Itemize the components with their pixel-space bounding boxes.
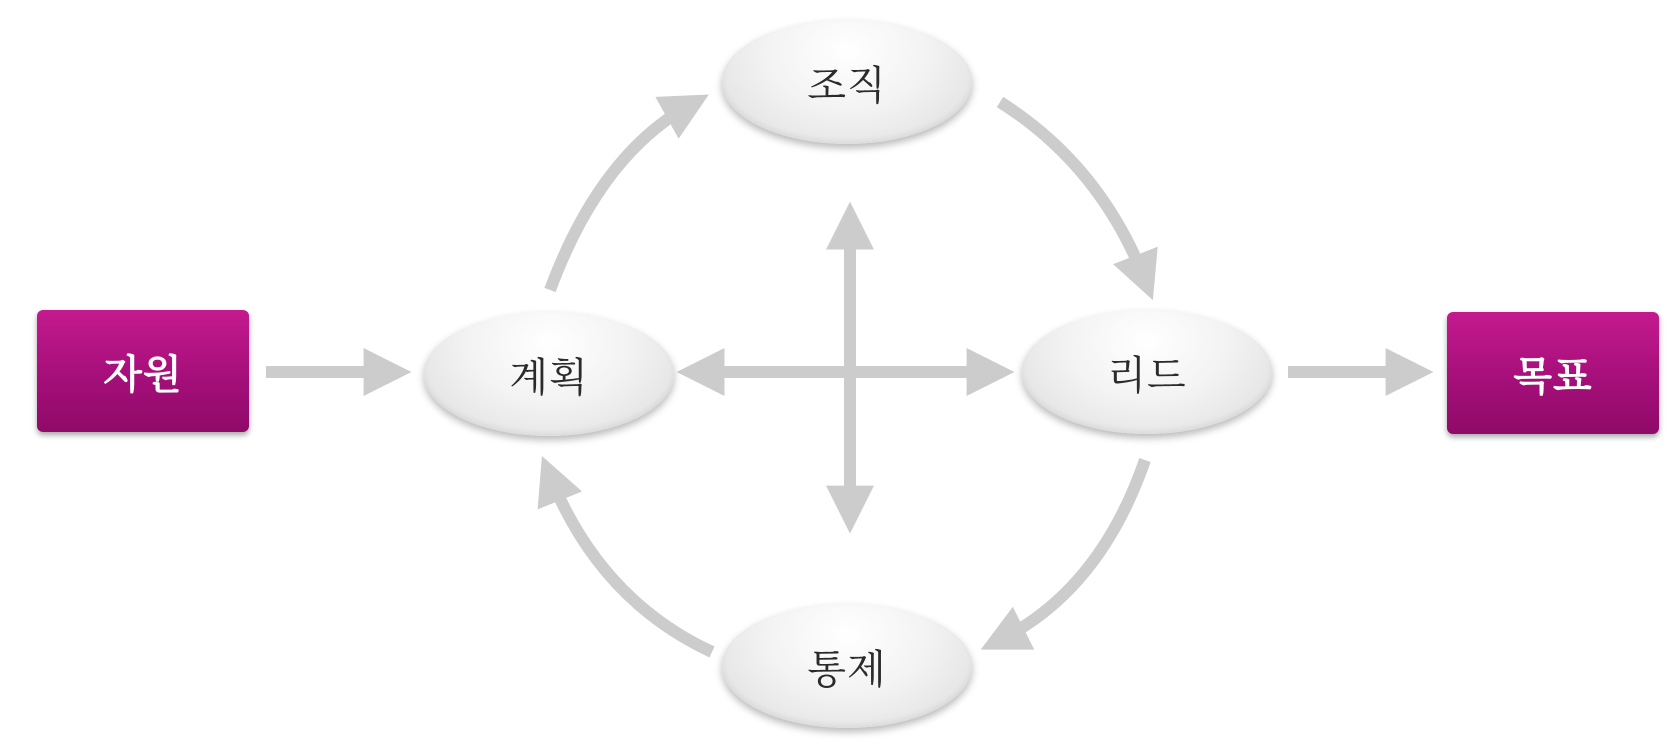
resource-box: [37, 310, 249, 432]
goal-label: 목표: [1513, 353, 1593, 400]
lead-node: [1022, 310, 1272, 434]
control-node: [722, 604, 972, 728]
organize-label: 조직: [807, 62, 887, 109]
plan-node: [424, 312, 674, 436]
lead-label: 리드: [1107, 352, 1187, 399]
plan-label: 계획: [509, 354, 589, 401]
goal-box: [1447, 312, 1659, 434]
arrow-plan-to-organize: [550, 105, 690, 290]
arrow-lead-to-control: [1000, 460, 1145, 640]
arrow-organize-to-lead: [1000, 102, 1145, 280]
arrow-control-to-plan: [550, 476, 712, 652]
control-label: 통제: [807, 646, 887, 693]
organize-node: [722, 20, 972, 144]
resource-label: 자원: [103, 351, 183, 398]
